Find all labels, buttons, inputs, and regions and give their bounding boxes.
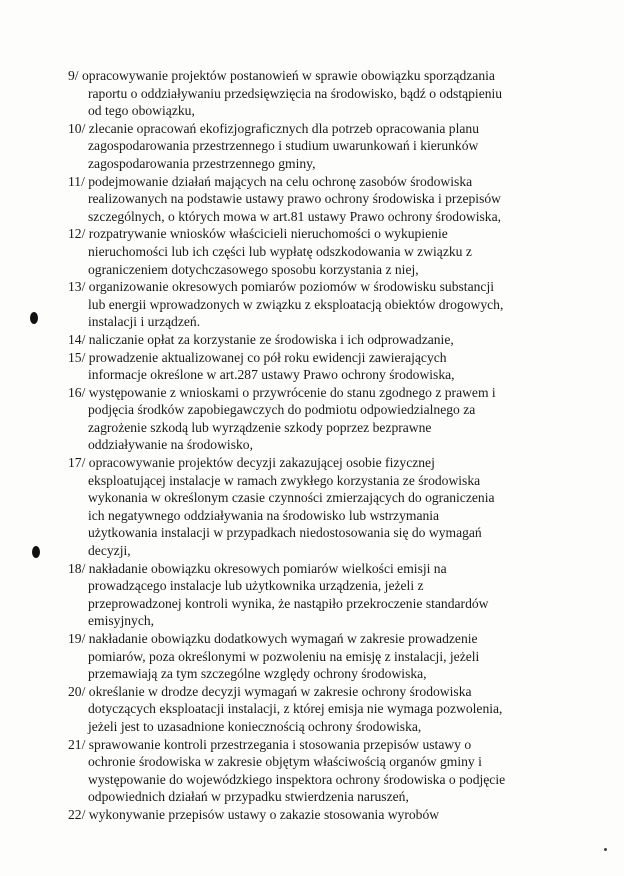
list-item bbox=[68, 384, 588, 454]
list-item-continuation-line: odpowiednich działań w przypadku stwierdzenia naruszeń, bbox=[88, 789, 409, 805]
list-item bbox=[68, 225, 588, 278]
list-item-continuation-line: ich negatywnego oddziaływania na środowisko lub wstrzymania bbox=[88, 507, 440, 523]
list-item-continuation-line: pomiarów, poza określonymi w pozwoleniu na emisję z instalacji, jeżeli bbox=[88, 648, 480, 664]
punch-hole-bottom bbox=[32, 546, 40, 558]
list-item-first-line: 22/ wykonywanie przepisów ustawy o zakazie stosowania wyrobów bbox=[68, 806, 440, 822]
list-item bbox=[68, 806, 588, 824]
list-item bbox=[68, 560, 588, 630]
list-item-continuation-line: użytkowania instalacji w przypadkach niedostosowania się do wymagań bbox=[88, 525, 482, 541]
list-item-continuation-line: realizowanych na podstawie ustawy prawo ochrony środowiska i przepisów bbox=[88, 191, 501, 207]
list-item-first-line: 13/ organizowanie okresowych pomiarów poziomów w środowisku substancji bbox=[68, 279, 494, 295]
list-item-first-line: 15/ prowadzenie aktualizowanej co pół roku ewidencji zawierających bbox=[68, 349, 447, 365]
list-item-continuation-line: wykonania w określonym czasie czynności zmierzających do ograniczenia bbox=[88, 490, 495, 506]
list-item bbox=[68, 120, 588, 173]
list-item-continuation-line: eksploatującej instalacje w ramach zwykłego korzystania ze środowiska bbox=[88, 472, 481, 488]
list-item-continuation-line: jeżeli jest to uzasadnione koniecznością ochrony środowiska, bbox=[88, 718, 422, 734]
list-item bbox=[68, 173, 588, 226]
list-item-continuation-line: od tego obowiązku, bbox=[88, 103, 195, 119]
list-item-continuation-line: dotyczących eksploatacji instalacji, z której emisja nie wymaga pozwolenia, bbox=[88, 701, 503, 717]
list-item bbox=[68, 349, 588, 384]
list-item-continuation-line: podjęcia środków zapobiegawczych do podmiotu odpowiedzialnego za bbox=[88, 402, 476, 418]
list-item-continuation-line: zagospodarowania przestrzennego gminy, bbox=[88, 155, 316, 171]
list-item-first-line: 14/ naliczanie opłat za korzystanie ze środowiska i ich odprowadzanie, bbox=[68, 331, 454, 347]
list-item bbox=[68, 331, 588, 349]
list-item-continuation-line: emisyjnych, bbox=[88, 613, 155, 629]
list-item-first-line: 11/ podejmowanie działań mających na celu ochronę zasobów środowiska bbox=[68, 173, 473, 189]
list-item-continuation-line: raportu o oddziaływaniu przedsięwzięcia na środowisko, bądź o odstąpieniu bbox=[88, 85, 503, 101]
list-item-continuation-line: ograniczeniem dotychczasowego sposobu korzystania z niej, bbox=[88, 261, 419, 277]
list-item-first-line: 18/ nakładanie obowiązku okresowych pomiarów wielkości emisji na bbox=[68, 560, 447, 576]
list-item-first-line: 9/ opracowywanie projektów postanowień w sprawie obowiązku sporządzania bbox=[68, 68, 495, 83]
list-item-continuation-line: informacje określone w art.287 ustawy Prawo ochrony środowiska, bbox=[88, 367, 455, 383]
list-item-continuation-line: zagrożenie szkodą lub wyrządzenie szkody poprzez bezprawne bbox=[88, 419, 432, 435]
list-item bbox=[68, 454, 588, 560]
list-item bbox=[68, 736, 588, 806]
list-item-continuation-line: występowanie do wojewódzkiego inspektora ochrony środowiska o podjęcie bbox=[88, 771, 506, 787]
list-item-continuation-line: nieruchomości lub ich części lub wypłatę odszkodowania w związku z bbox=[88, 243, 472, 259]
duties-list bbox=[68, 67, 588, 824]
list-item-first-line: 20/ określanie w drodze decyzji wymagań w zakresie ochrony środowiska bbox=[68, 683, 472, 699]
list-item-continuation-line: instalacji i urządzeń. bbox=[88, 314, 201, 330]
list-item-continuation-line: ochronie środowiska w zakresie objętym właściwością organów gminy i bbox=[88, 754, 482, 770]
list-item-first-line: 17/ opracowywanie projektów decyzji zakazującej osobie fizycznej bbox=[68, 455, 435, 471]
list-item-first-line: 21/ sprawowanie kontroli przestrzegania i stosowania przepisów ustawy o bbox=[68, 736, 472, 752]
paper-speck bbox=[604, 848, 607, 851]
list-item-continuation-line: oddziaływanie na środowisko, bbox=[88, 437, 253, 453]
list-item-continuation-line: prowadzącego instalacje lub użytkownika urządzenia, jeżeli z bbox=[88, 578, 424, 594]
list-item-first-line: 16/ występowanie z wnioskami o przywrócenie do stanu zgodnego z prawem i bbox=[68, 384, 496, 400]
list-item bbox=[68, 278, 588, 331]
list-item-continuation-line: lub energii wprowadzonych w związku z eksploatacją obiektów drogowych, bbox=[88, 296, 504, 312]
list-item bbox=[68, 67, 588, 120]
list-item-first-line: 12/ rozpatrywanie wniosków właścicieli nieruchomości o wykupienie bbox=[68, 226, 448, 242]
list-item-first-line: 19/ nakładanie obowiązku dodatkowych wymagań w zakresie prowadzenie bbox=[68, 631, 478, 646]
list-item-continuation-line: zagospodarowania przestrzennego i studium uwarunkowań i kierunków bbox=[88, 138, 479, 154]
list-item-first-line: 10/ zlecanie opracowań ekofizjograficznych dla potrzeb opracowania planu bbox=[68, 120, 480, 136]
list-item bbox=[68, 683, 588, 736]
list-item-continuation-line: decyzji, bbox=[88, 543, 131, 559]
list-item bbox=[68, 630, 588, 683]
punch-hole-top bbox=[30, 312, 38, 324]
list-item-continuation-line: szczególnych, o których mowa w art.81 ustawy Prawo ochrony środowiska, bbox=[88, 208, 502, 224]
list-item-continuation-line: przemawiają za tym szczególne względy ochrony środowiska, bbox=[88, 666, 427, 682]
list-item-continuation-line: przeprowadzonej kontroli wynika, że nastąpiło przekroczenie standardów bbox=[88, 595, 489, 611]
